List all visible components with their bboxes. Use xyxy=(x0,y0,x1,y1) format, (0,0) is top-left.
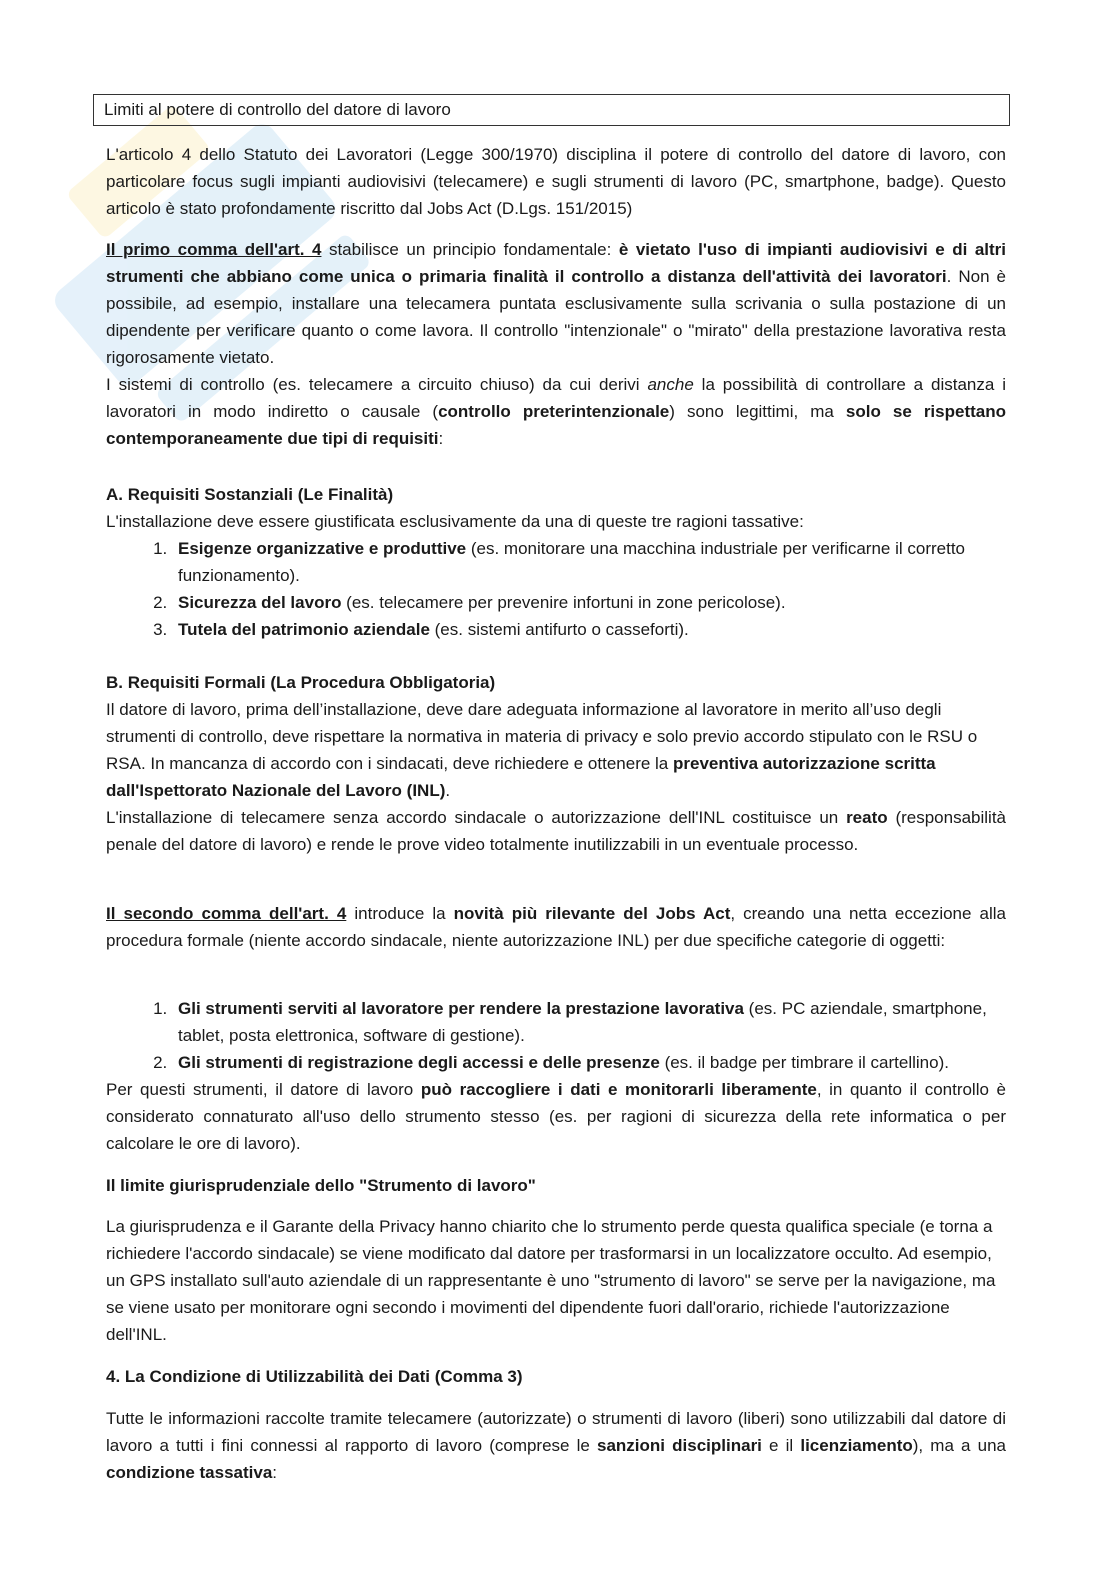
comma3-bold2: licenziamento xyxy=(800,1436,913,1455)
list-item xyxy=(172,616,1006,643)
sistemi-t2: la possibilità di controllare a distanza i lavoratori in modo indiretto o causale ( xyxy=(106,375,1006,421)
list-item-text: (es. telecamere per prevenire infortuni in zone pericolose). xyxy=(341,593,786,612)
reqB-p2bold: reato xyxy=(846,808,888,827)
comma2-after-t1: Per questi strumenti, il datore di lavoro xyxy=(106,1080,421,1099)
reqB-heading: B. Requisiti Formali (La Procedura Obbligatoria) xyxy=(106,673,496,692)
comma2-bold: novità più rilevante del Jobs Act xyxy=(453,904,731,923)
list-item-text: (es. il badge per timbrare il cartellino). xyxy=(659,1053,949,1072)
comma2-lead: Il secondo comma dell'art. 4 xyxy=(106,904,347,923)
reqA-heading: A. Requisiti Sostanziali (Le Finalità) xyxy=(106,485,394,504)
comma2-t1: introduce la xyxy=(346,904,454,923)
comma1-text1: stabilisce un principio fondamentale: xyxy=(321,240,619,259)
reqB-t2: . xyxy=(445,781,451,800)
reqA-list xyxy=(106,535,1006,643)
comma3-heading: 4. La Condizione di Utilizzabilità dei Dati (Comma 3) xyxy=(106,1367,523,1386)
list-item-bold: Esigenze organizzative e produttive xyxy=(178,539,467,558)
list-item xyxy=(172,1049,1006,1076)
comma2-after-t2: , in quanto il controllo è considerato connaturato all'uso dello strumento stesso (es. per ragioni di sicurezza della rete informatica o per calcolare le ore di lavoro). xyxy=(106,1080,1006,1153)
comma2-after xyxy=(106,1076,1006,1157)
list-item xyxy=(172,535,1006,589)
limite-heading: Il limite giurisprudenziale dello "Strumento di lavoro" xyxy=(106,1176,536,1195)
sistemi-t3: ) sono legittimi, ma xyxy=(669,402,846,421)
intro-paragraph: L'articolo 4 dello Statuto dei Lavoratori (Legge 300/1970) disciplina il potere di controllo del datore di lavoro, con particolare focus sugli impianti audiovisivi (telecamere) e sugli strumenti di lavoro (PC, smartphone, badge). Questo articolo è stato profondamente riscritto dal Jobs Act (D.Lgs. 151/2015) xyxy=(106,145,1006,218)
comma2-t2: , creando una netta eccezione alla procedura formale (niente accordo sindacale, niente autorizzazione INL) per due specifiche categorie di oggetti: xyxy=(106,904,1006,950)
list-item-bold: Sicurezza del lavoro xyxy=(178,593,342,612)
list-item-bold: Tutela del patrimonio aziendale xyxy=(178,620,430,639)
comma1-paragraph xyxy=(106,236,1006,371)
comma3-t1: Tutte le informazioni raccolte tramite telecamere (autorizzate) o strumenti di lavoro (liberi) sono utilizzabili dal datore di lavoro a tutti i fini connessi al rapporto di lavoro (comprese le xyxy=(106,1409,1006,1455)
comma3-t3: ), ma a una xyxy=(912,1436,1006,1455)
list-item-bold: Gli strumenti serviti al lavoratore per rendere la prestazione lavorativa xyxy=(178,999,744,1018)
sistemi-italic: anche xyxy=(647,375,694,394)
comma1-text2: . Non è possibile, ad esempio, installare una telecamera puntata esclusivamente sulla scrivania o sulla postazione di un dipendente per verificare quanto o come lavora. Il controllo "intenzionale" o "mirato" della prestazione lavorativa resta rigorosamente vietato. xyxy=(106,267,1006,367)
comma3-paragraph xyxy=(106,1405,1006,1486)
reqB-bold: preventiva autorizzazione scritta dall'Ispettorato Nazionale del Lavoro (INL) xyxy=(106,754,936,800)
comma2-paragraph xyxy=(106,900,1006,954)
comma1-bold: è vietato l'uso di impianti audiovisivi e di altri strumenti che abbiano come unica o primaria finalità il controllo a distanza dell'attività dei lavoratori xyxy=(106,240,1007,286)
list-item-text: (es. PC aziendale, smartphone, tablet, posta elettronica, software di gestione). xyxy=(178,999,987,1045)
sistemi-bold2: solo se rispettano contemporaneamente due tipi di requisiti xyxy=(106,402,1006,448)
reqB-paragraph2 xyxy=(106,804,1006,858)
document-title: Limiti al potere di controllo del datore di lavoro xyxy=(93,94,1010,126)
list-item xyxy=(172,995,1006,1049)
reqA-intro: L'installazione deve essere giustificata esclusivamente da una di queste tre ragioni tassative: xyxy=(106,512,804,531)
sistemi-t1: I sistemi di controllo (es. telecamere a circuito chiuso) da cui derivi xyxy=(106,375,648,394)
reqB-p2a: L'installazione di telecamere senza accordo sindacale o autorizzazione dell'INL costituisce un xyxy=(106,808,847,827)
list-item-text: (es. sistemi antifurto o casseforti). xyxy=(429,620,689,639)
comma2-after-bold: può raccogliere i dati e monitorarli liberamente xyxy=(420,1080,817,1099)
comma3-t4: : xyxy=(272,1463,278,1482)
sistemi-paragraph xyxy=(106,371,1006,452)
list-item-bold: Gli strumenti di registrazione degli accessi e delle presenze xyxy=(178,1053,660,1072)
reqB-p2b: (responsabilità penale del datore di lavoro) e rende le prove video totalmente inutilizzabili in un eventuale processo. xyxy=(106,808,1007,854)
list-item xyxy=(172,589,1006,616)
comma3-bold3: condizione tassativa xyxy=(106,1463,273,1482)
comma1-lead: Il primo comma dell'art. 4 xyxy=(106,240,322,259)
list-item-text: (es. monitorare una macchina industriale per verificarne il corretto funzionamento). xyxy=(178,539,966,585)
sistemi-bold1: controllo preterintenzionale xyxy=(438,402,670,421)
limite-paragraph: La giurisprudenza e il Garante della Privacy hanno chiarito che lo strumento perde questa qualifica speciale (e torna a richiedere l'accordo sindacale) se viene modificato dal datore per trasformarsi in un localizzatore occulto. Ad esempio, un GPS installato sull'auto aziendale di un rappresentante è uno "strumento di lavoro" se serve per la navigazione, ma se viene usato per monitorare ogni secondo i movimenti del dipendente fuori dall'orario, richiede l'autorizzazione dell'INL. xyxy=(106,1217,996,1344)
sistemi-t4: : xyxy=(438,429,444,448)
comma3-bold1: sanzioni disciplinari xyxy=(597,1436,762,1455)
comma3-t2: e il xyxy=(761,1436,801,1455)
reqB-t1: Il datore di lavoro, prima dell’installazione, deve dare adeguata informazione al lavoratore in merito all’uso degli strumenti di controllo, deve rispettare la normativa in materia di privacy e solo previo accordo stipulato con le RSU o RSA. In mancanza di accordo con i sindacati, deve richiedere e ottenere la xyxy=(106,700,978,773)
reqB-paragraph xyxy=(106,696,1006,804)
comma2-list xyxy=(106,995,1006,1076)
